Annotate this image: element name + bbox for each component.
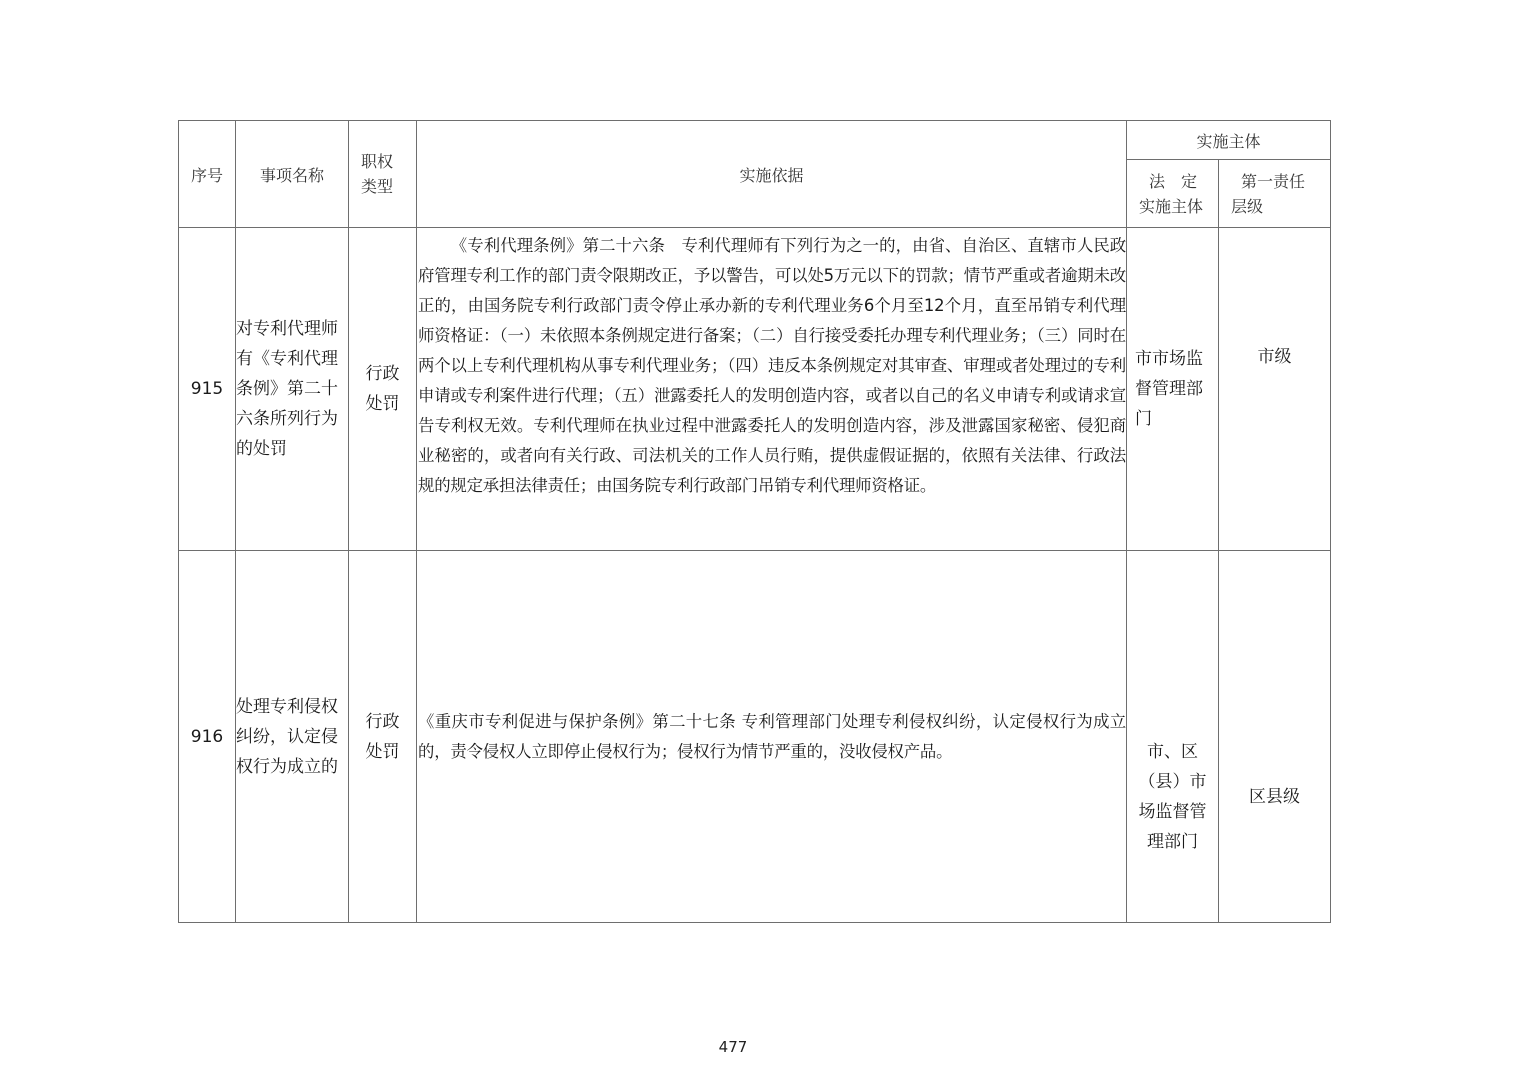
table-row bbox=[179, 551, 1331, 923]
header-power-type bbox=[349, 121, 417, 228]
row-power-type-line1: 行政 bbox=[365, 364, 400, 384]
header-legal-subject bbox=[1127, 160, 1219, 228]
table-row bbox=[179, 228, 1331, 551]
row-seq: 915 bbox=[179, 228, 236, 551]
row-legal-subject: 市、区（县）市场监督管理部门 bbox=[1127, 551, 1219, 923]
row-basis bbox=[417, 551, 1127, 923]
row-power-type-line2: 处罚 bbox=[365, 741, 400, 762]
header-first-level bbox=[1219, 160, 1331, 228]
row-power-type-line1: 行政 bbox=[365, 711, 400, 732]
row-first-level: 区县级 bbox=[1219, 551, 1331, 923]
header-power-type-line1: 职权 bbox=[361, 152, 394, 171]
row-basis-text: 《专利代理条例》第二十六条 专利代理师有下列行为之一的，由省、自治区、直辖市人民政府管理专利工作的部门责令限期改正，予以警告，可以处5万元以下的罚款；情节严重或者逾期未改正的，由国务院专利行政部门责令停止承办新的专利代理业务6个月至12个月，直至吊销专利代理师资格证：（一）未依照本条例规定进行备案；（二）自行接受委托办理专利代理业务；（三）同时在两个以上专利代理机构从事专利代理业务；（四）违反本条例规定对其审查、审理或者处理过的专利申请或专利案件进行代理；（五）泄露委托人的发明创造内容，或者以自己的名义申请专利或请求宣告专利权无效。专利代理师在执业过程中泄露委托人的发明创造内容，涉及泄露国家秘密、侵犯商业秘密的，或者向有关行政、司法机关的工作人员行贿，提供虚假证据的，依照有关法律、行政法规的规定承担法律责任；由国务院专利行政部门吊销专利代理师资格证。 bbox=[418, 236, 1126, 495]
row-item-name: 对专利代理师有《专利代理条例》第二十六条所列行为的处罚 bbox=[236, 228, 349, 551]
header-first-level-line2: 层级 bbox=[1231, 196, 1264, 216]
header-item-name: 事项名称 bbox=[236, 121, 349, 228]
row-first-level: 市级 bbox=[1219, 228, 1331, 551]
row-seq: 916 bbox=[179, 551, 236, 923]
header-seq: 序号 bbox=[179, 121, 236, 228]
header-power-type-line2: 类型 bbox=[361, 177, 394, 196]
item-table bbox=[178, 120, 1331, 923]
header-legal-subject-line1: 法 定 bbox=[1149, 171, 1198, 191]
header-basis: 实施依据 bbox=[417, 121, 1127, 228]
row-item-name: 处理专利侵权纠纷，认定侵权行为成立的 bbox=[236, 551, 349, 923]
row-legal-subject: 市市场监督管理部门 bbox=[1127, 228, 1219, 551]
row-power-type bbox=[349, 228, 417, 551]
row-power-type-line2: 处罚 bbox=[365, 394, 400, 414]
header-first-level-line1: 第一责任 bbox=[1241, 171, 1306, 191]
header-legal-subject-line2: 实施主体 bbox=[1139, 196, 1204, 216]
row-basis-text: 《重庆市专利促进与保护条例》第二十七条 专利管理部门处理专利侵权纠纷，认定侵权行为成立的，责令侵权人立即停止侵权行为；侵权行为情节严重的，没收侵权产品。 bbox=[418, 711, 1126, 761]
page-number: 477 bbox=[718, 1038, 748, 1056]
row-basis bbox=[417, 228, 1127, 551]
row-power-type bbox=[349, 551, 417, 923]
header-subject: 实施主体 bbox=[1127, 121, 1331, 160]
